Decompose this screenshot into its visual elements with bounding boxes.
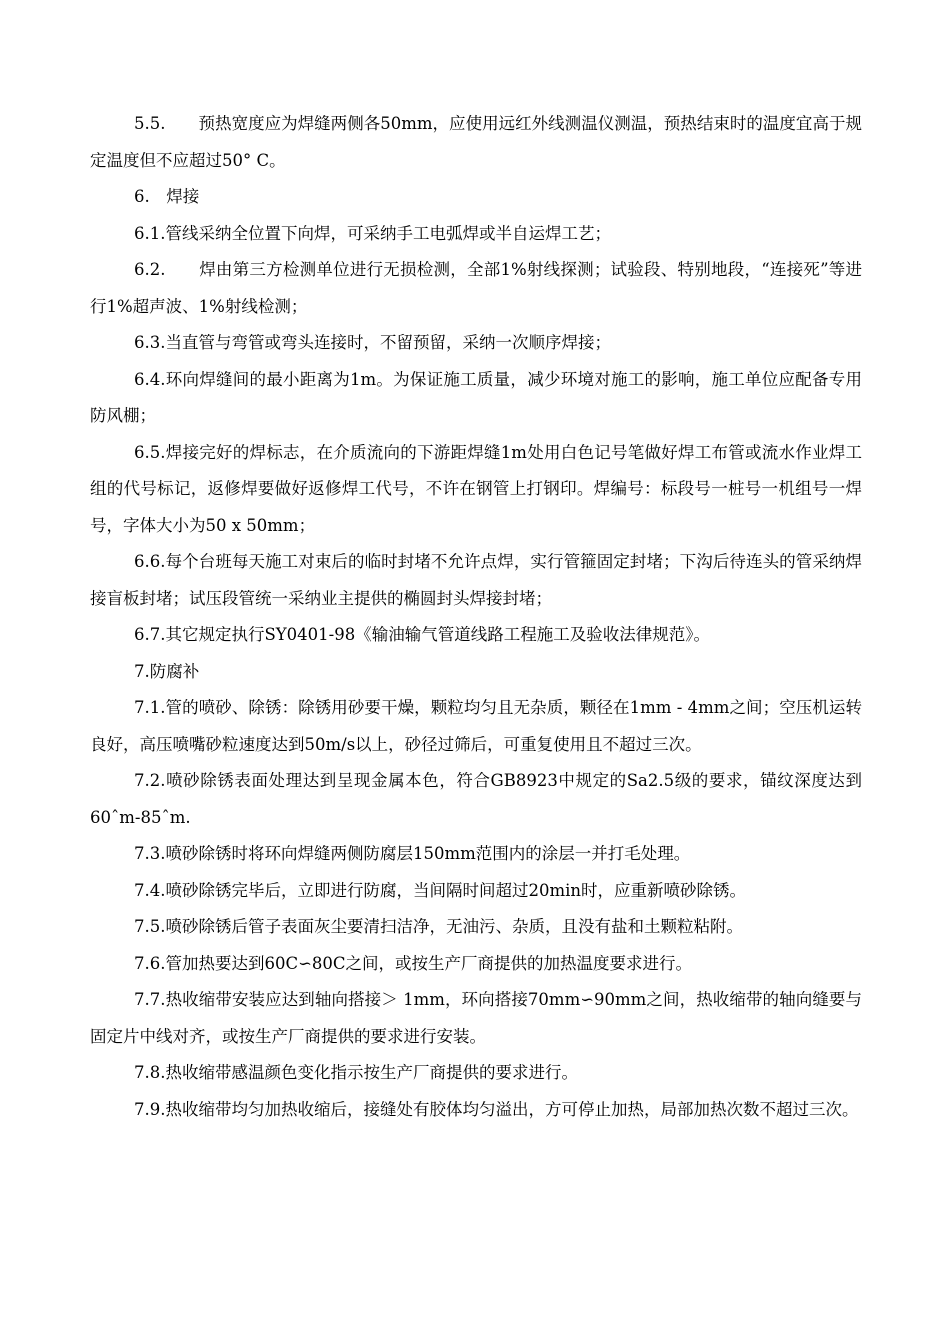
heading-7-anticorrosion: 7.防腐补 (134, 661, 200, 681)
paragraph-6-7: 6.7.其它规定执行SY0401-98《输油输气管道线路工程施工及验收法律规范》。 (134, 625, 710, 644)
paragraph-7-5: 7.5.喷砂除锈后管子表面灰尘要清扫洁净，无油污、杂质，且没有盐和土颗粒粘附。 (134, 917, 743, 936)
paragraph-6-5: 6.5.焊接完好的焊标志，在介质流向的下游距焊缝1m处用白色记号笔做好焊工布管或流水作业焊工组的代号标记，返修焊要做好返修焊工代号，不许在钢管上打钢印。焊编号：标段号一桩号一机组号一焊号，字体大小为50 x 50mm； (90, 442, 862, 535)
paragraph-7-3: 7.3.喷砂除锈时将环向焊缝两侧防腐层150mm范围内的涂层一并打毛处理。 (134, 844, 691, 863)
paragraph-6-4: 6.4.环向焊缝间的最小距离为1m。为保证施工质量，减少环境对施工的影响，施工单位应配备专用防风棚； (90, 369, 862, 425)
document-body (90, 106, 862, 1128)
paragraph-6-1: 6.1.管线采纳全位置下向焊，可采纳手工电弧焊或半自运焊工艺； (134, 223, 611, 243)
paragraph-6-6: 6.6.每个台班每天施工对束后的临时封堵不允许点焊，实行管箍固定封堵；下沟后待连头的管采纳焊接盲板封堵；试压段管统一采纳业主提供的椭圆封头焊接封堵； (90, 552, 862, 608)
paragraph-7-7: 7.7.热收缩带安装应达到轴向搭接＞ 1mm，环向搭接70mm∽90mm之间，热收缩带的轴向缝要与固定片中线对齐，或按生产厂商提供的要求进行安装。 (90, 990, 862, 1046)
paragraph-6-2: 6.2. 焊由第三方检测单位进行无损检测，全部1%射线探测；试验段、特别地段，“连接死”等进行1%超声波、1%射线检测； (90, 260, 862, 316)
paragraph-7-1: 7.1.管的喷砂、除锈：除锈用砂要干燥，颗粒均匀且无杂质，颗径在1mm - 4mm之间；空压机运转良好，高压喷嘴砂粒速度达到50m/s以上，砂径过筛后，可重复使用且不超过三次。 (90, 698, 862, 754)
paragraph-7-9: 7.9.热收缩带均匀加热收缩后，接缝处有胶体均匀溢出，方可停止加热，局部加热次数不超过三次。 (134, 1099, 859, 1119)
paragraph-7-2: 7.2.喷砂除锈表面处理达到呈现金属本色，符合GB8923中规定的Sa2.5级的要求，锚纹深度达到60ˆm-85ˆm. (90, 771, 862, 827)
paragraph-7-4: 7.4.喷砂除锈完毕后，立即进行防腐，当间隔时间超过20min时，应重新喷砂除锈。 (134, 880, 747, 900)
paragraph-7-6: 7.6.管加热要达到60C∽80C之间，或按生产厂商提供的加热温度要求进行。 (134, 953, 693, 973)
paragraph-5-5: 5.5. 预热宽度应为焊缝两侧各50mm，应使用远红外线测温仪测温，预热结束时的温度宜高于规定温度但不应超过50° C。 (90, 114, 862, 170)
heading-6-welding: 6. 焊接 (134, 187, 200, 206)
paragraph-6-3: 6.3.当直管与弯管或弯头连接时，不留预留，采纳一次顺序焊接； (134, 333, 611, 352)
paragraph-7-8: 7.8.热收缩带感温颜色变化指示按生产厂商提供的要求进行。 (134, 1063, 578, 1082)
